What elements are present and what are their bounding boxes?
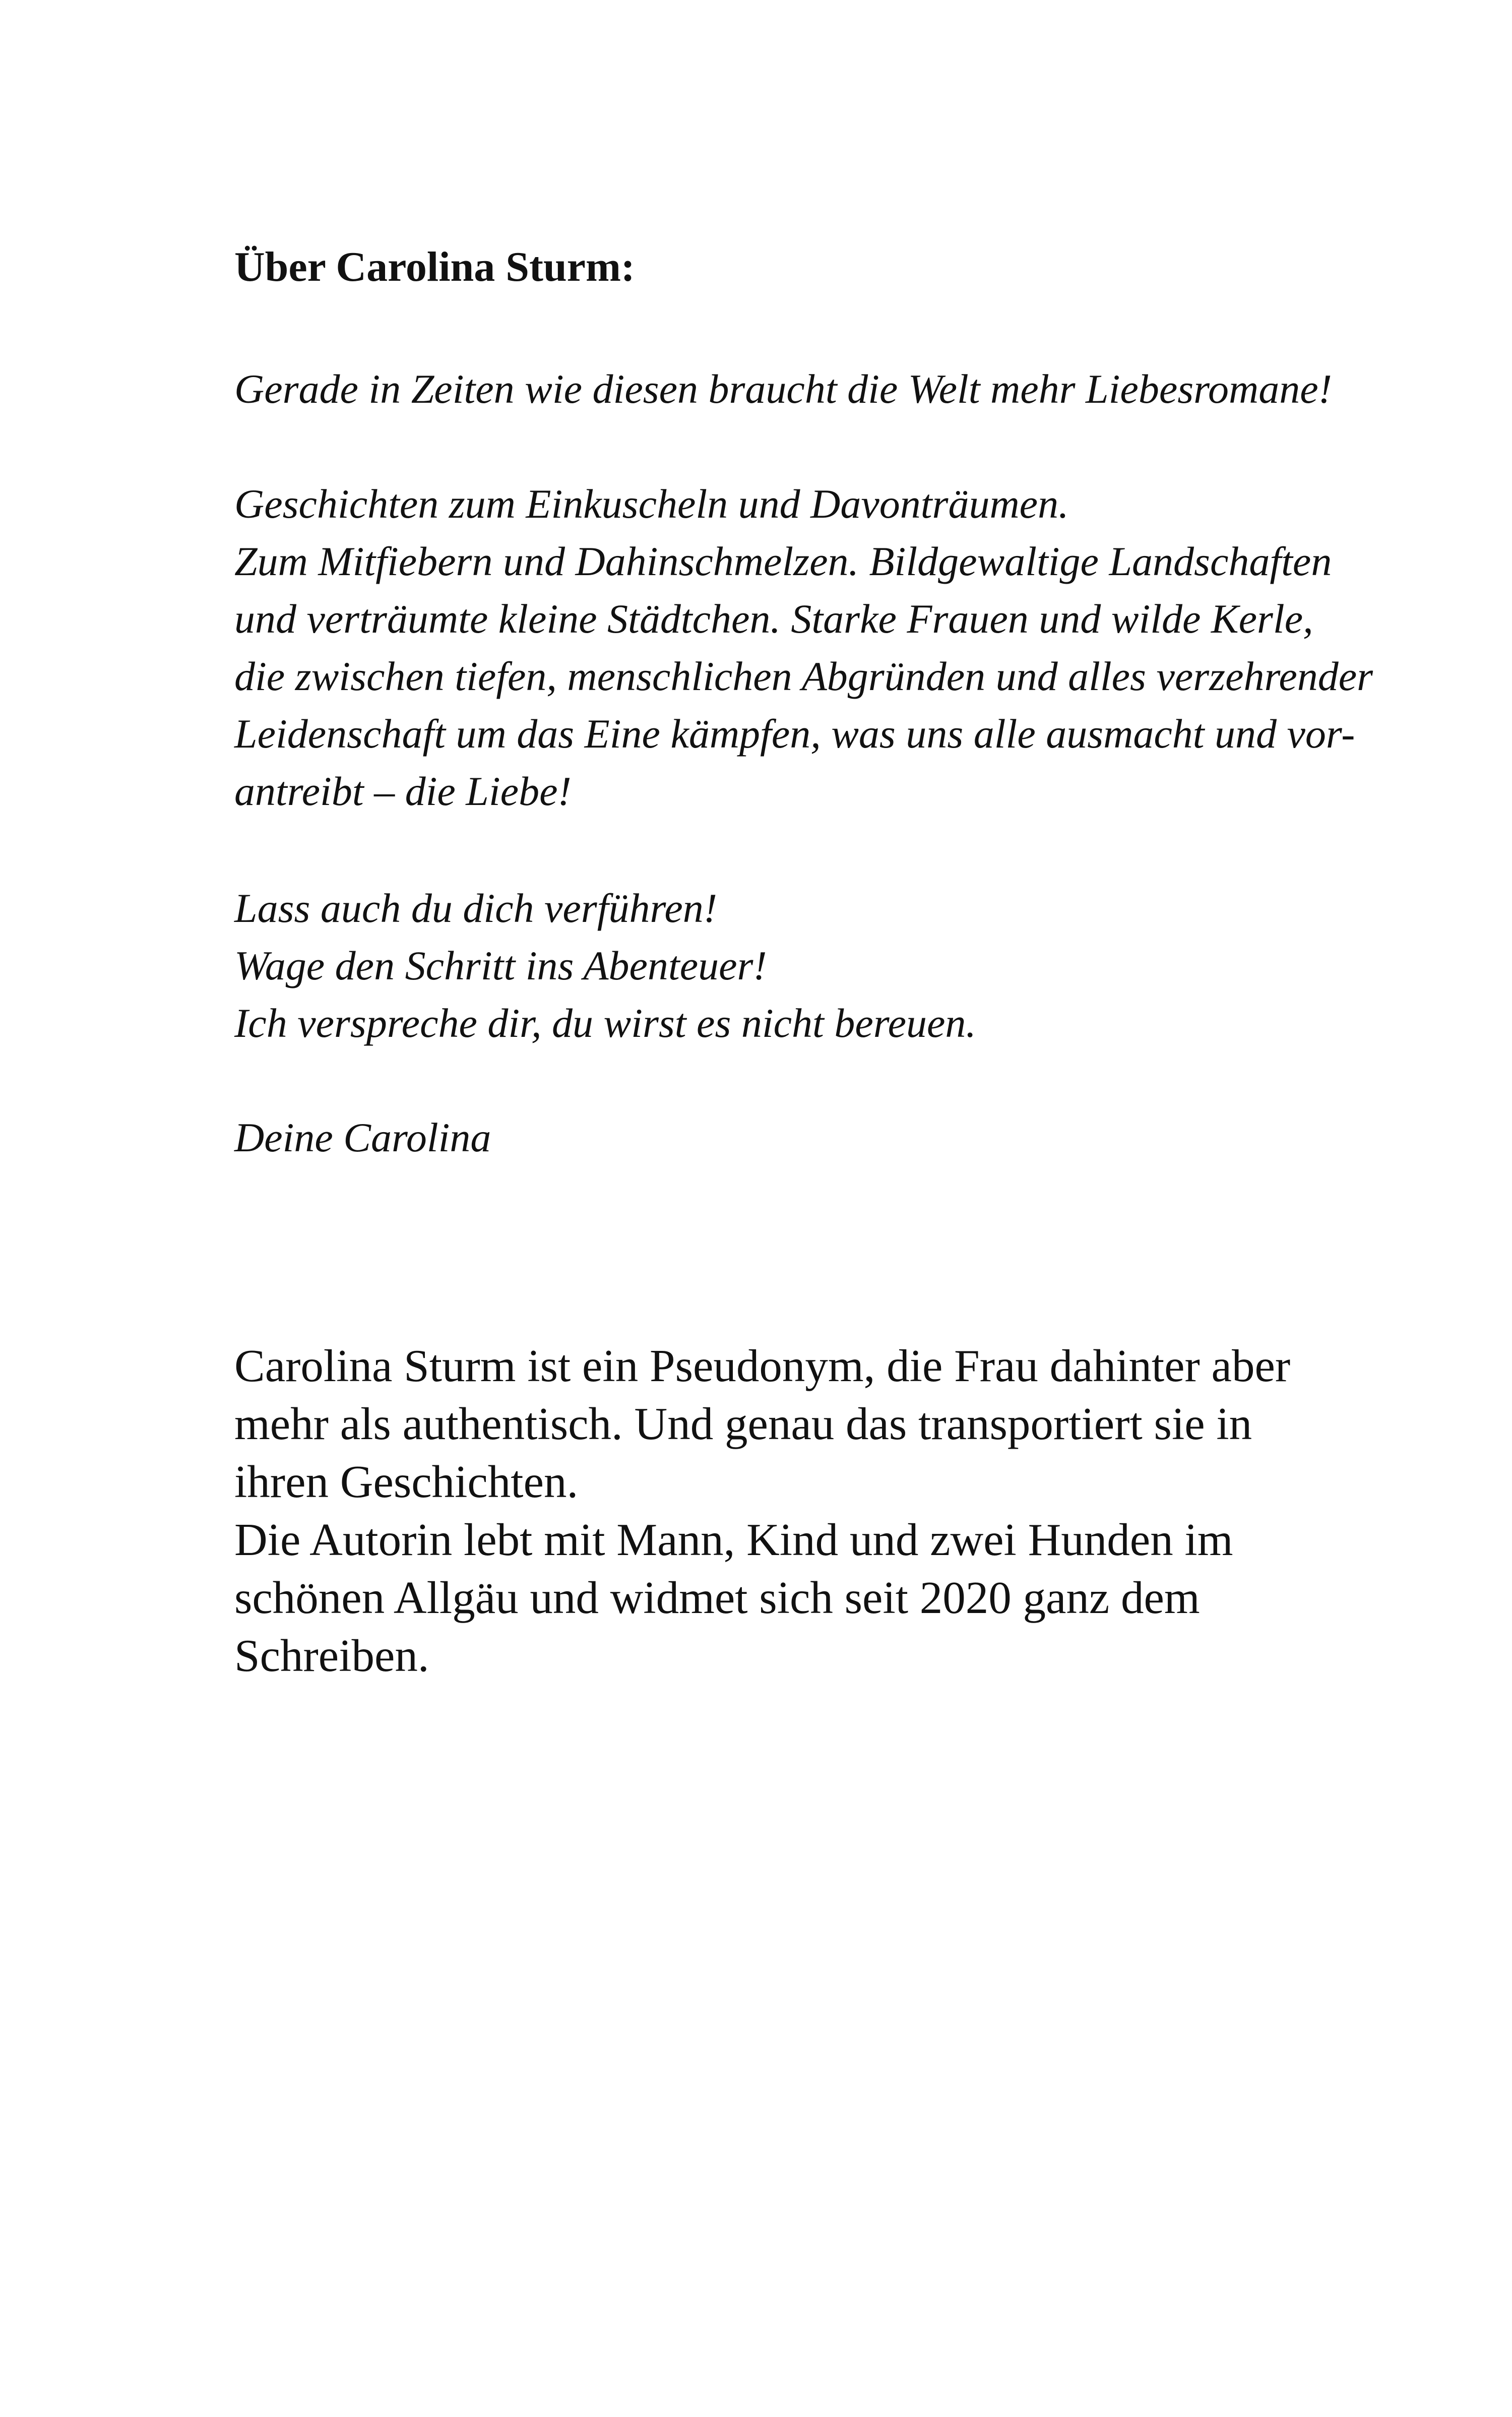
signature-text: Deine Carolina (234, 1114, 491, 1160)
description-line: die zwischen tiefen, menschlichen Abgründen und alles verzehrender (234, 653, 1373, 699)
invitation-line: Lass auch du dich verführen! (234, 885, 718, 931)
bio-line: mehr als authentisch. Und genau das transportiert sie in (234, 1398, 1252, 1449)
intro-line (234, 360, 1332, 418)
invitation-line: Wage den Schritt ins Abenteuer! (234, 943, 767, 988)
bio-line: Schreiben. (234, 1630, 429, 1681)
invitation-line: Ich verspreche dir, du wirst es nicht bereuen. (234, 1000, 976, 1046)
bio-line: ihren Geschichten. (234, 1456, 579, 1507)
bio-line: Die Autorin lebt mit Mann, Kind und zwei Hunden im (234, 1514, 1233, 1565)
intro-text: Gerade in Zeiten wie diesen braucht die Welt mehr Liebesromane! (234, 366, 1332, 412)
signature (234, 1109, 491, 1166)
bio-line: schönen Allgäu und widmet sich seit 2020 ganz dem (234, 1572, 1200, 1623)
description-line: und verträumte kleine Städtchen. Starke Frauen und wilde Kerle, (234, 596, 1313, 642)
description-line: Zum Mitfiebern und Dahinschmelzen. Bildgewaltige Landschaften (234, 538, 1332, 584)
bio-line: Carolina Sturm ist ein Pseudonym, die Frau dahinter aber (234, 1340, 1291, 1391)
author-bio (234, 1337, 1290, 1685)
book-page (234, 0, 1373, 2417)
description-line: Geschichten zum Einkuscheln und Davonträumen. (234, 481, 1069, 527)
description-paragraph (234, 475, 1373, 820)
description-line: antreibt – die Liebe! (234, 768, 572, 814)
description-line: Leidenschaft um das Eine kämpfen, was uns alle ausmacht und vor- (234, 711, 1355, 757)
page-title: Über Carolina Sturm: (234, 243, 635, 290)
invitation-paragraph (234, 880, 976, 1052)
